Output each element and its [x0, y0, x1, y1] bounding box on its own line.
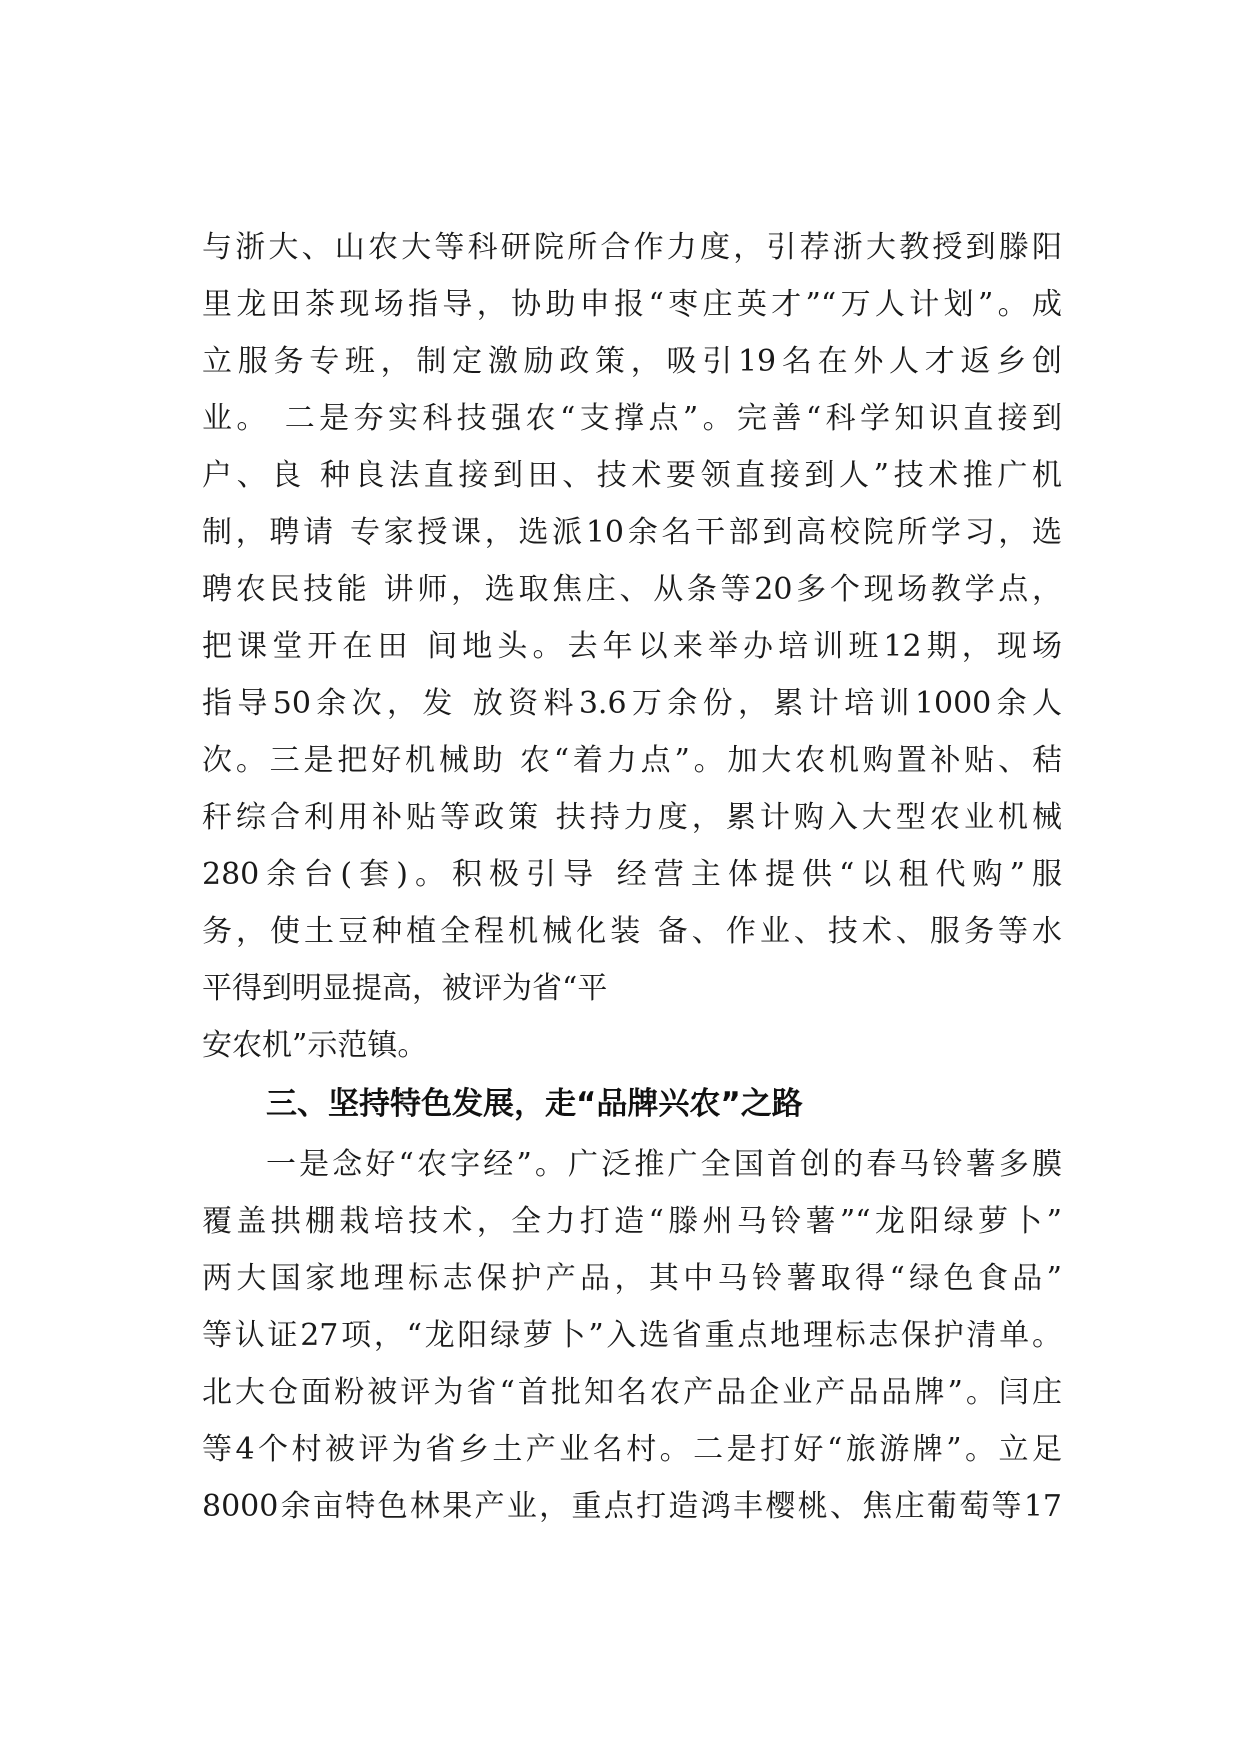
paragraph-1-line-10: 次。三是把好机械助 农“着力点”。加大农机购置补贴、秸: [202, 743, 1062, 778]
paragraph-2-line-1: 一是念好“农字经”。广泛推广全国首创的春马铃薯多膜: [266, 1147, 1062, 1182]
paragraph-1-line-9: 指导50余次，发 放资料3.6万余份，累计培训1000余人: [202, 686, 1062, 721]
paragraph-1-line-1: 与浙大、山农大等科研院所合作力度，引荐浙大教授到滕阳: [202, 230, 1062, 265]
paragraph-1-line-5: 户、良 种良法直接到田、技术要领直接到人”技术推广机: [202, 458, 1062, 493]
paragraph-1-line-6: 制，聘请 专家授课，选派10余名干部到高校院所学习，选: [202, 515, 1062, 550]
paragraph-1-line-14: 平得到明显提高，被评为省“平: [202, 971, 608, 1006]
paragraph-1-line-7: 聘农民技能 讲师，选取焦庄、从条等20多个现场教学点，: [202, 572, 1062, 607]
paragraph-1-line-13: 务，使土豆种植全程机械化装 备、作业、技术、服务等水: [202, 914, 1062, 949]
paragraph-1-line-3: 立服务专班，制定激励政策，吸引19名在外人才返乡创: [202, 344, 1062, 379]
paragraph-2-line-4: 等认证27项，“龙阳绿萝卜”入选省重点地理标志保护清单。: [202, 1318, 1062, 1353]
paragraph-2-line-5: 北大仓面粉被评为省“首批知名农产品企业产品品牌”。闫庄: [202, 1375, 1062, 1410]
paragraph-1-line-15: 安农机”示范镇。: [202, 1028, 428, 1063]
paragraph-1-line-8: 把课堂开在田 间地头。去年以来举办培训班12期，现场: [202, 629, 1062, 664]
paragraph-1-line-2: 里龙田茶现场指导，协助申报“枣庄英才”“万人计划”。成: [202, 287, 1062, 322]
paragraph-2-line-2: 覆盖拱棚栽培技术，全力打造“滕州马铃薯”“龙阳绿萝卜”: [202, 1204, 1062, 1239]
paragraph-2-line-7: 8000余亩特色林果产业，重点打造鸿丰樱桃、焦庄葡萄等17: [202, 1489, 1062, 1524]
paragraph-1-line-12: 280余台(套)。积极引导 经营主体提供“以租代购”服: [202, 857, 1062, 892]
paragraph-1-line-11: 秆综合利用补贴等政策 扶持力度，累计购入大型农业机械: [202, 800, 1062, 835]
paragraph-1-line-4: 业。 二是夯实科技强农“支撑点”。完善“科学知识直接到: [202, 401, 1062, 436]
paragraph-2-line-6: 等4个村被评为省乡土产业名村。二是打好“旅游牌”。立足: [202, 1432, 1062, 1467]
paragraph-2-line-3: 两大国家地理标志保护产品，其中马铃薯取得“绿色食品”: [202, 1261, 1062, 1296]
section-heading: 三、坚持特色发展，走“品牌兴农”之路: [266, 1086, 803, 1122]
